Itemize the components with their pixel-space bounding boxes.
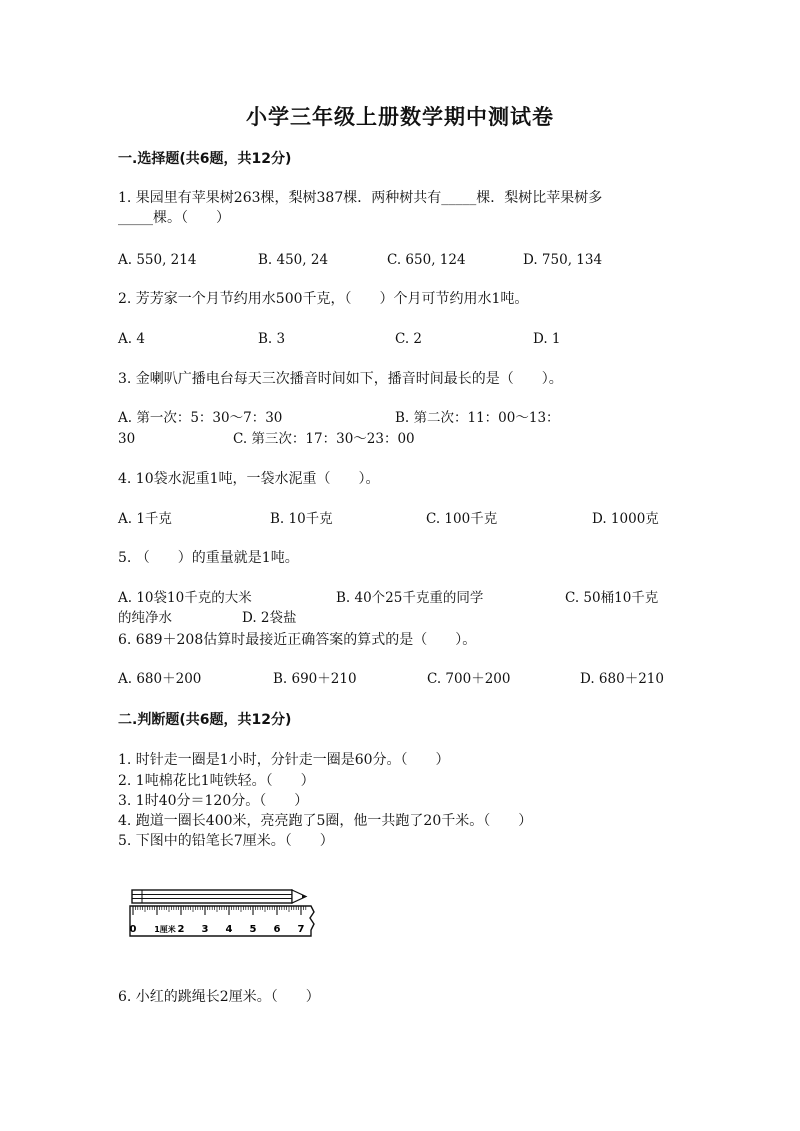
option-1b: B. 450, 24 — [258, 252, 329, 268]
option-6b: B. 690＋210 — [273, 671, 357, 687]
option-3b: B. 第二次：11：00～13： — [395, 410, 560, 426]
judgement-item-3: 3. 1时40分＝120分。（ ） — [118, 793, 309, 809]
option-5a: A. 10袋10千克的大米 — [118, 590, 252, 606]
option-2c: C. 2 — [395, 331, 423, 347]
page-title: 小学三年级上册数学期中测试卷 — [246, 105, 554, 129]
option-3b-cont: 30 — [118, 431, 136, 447]
question-4: 4. 10袋水泥重1吨，一袋水泥重（ ）。 — [118, 471, 380, 487]
judgement-item-4: 4. 跑道一圈长400米，亮亮跑了5圈，他一共跑了20千米。（ ） — [118, 813, 533, 829]
question-1-line-1: 1. 果园里有苹果树263棵，梨树387棵．两种树共有_____棵．梨树比苹果树多 — [118, 190, 603, 206]
ruler-label-6: 6 — [273, 924, 281, 935]
judgement-item-6: 6. 小红的跳绳长2厘米。（ ） — [118, 989, 320, 1005]
ruler-label-2: 2 — [177, 924, 185, 935]
pencil-ruler-figure — [128, 884, 318, 944]
ruler-label-1: 1厘米 — [154, 925, 176, 934]
option-3a: A. 第一次：5：30～7：30 — [118, 410, 283, 426]
question-3: 3. 金喇叭广播电台每天三次播音时间如下，播音时间最长的是（ ）。 — [118, 371, 563, 387]
option-6c: C. 700＋200 — [427, 671, 511, 687]
section-heading-judgement: 二.判断题(共6题，共12分) — [118, 712, 292, 728]
question-6: 6. 689＋208估算时最接近正确答案的算式的是（ ）。 — [118, 632, 477, 648]
option-1a: A. 550, 214 — [118, 252, 197, 268]
ruler-label-7: 7 — [297, 924, 305, 935]
judgement-item-5: 5. 下图中的铅笔长7厘米。（ ） — [118, 833, 334, 849]
judgement-item-2: 2. 1吨棉花比1吨铁轻。（ ） — [118, 773, 315, 789]
option-5b: B. 40个25千克重的同学 — [336, 590, 484, 606]
ruler-label-5: 5 — [249, 924, 257, 935]
pencil-icon — [132, 890, 307, 903]
option-2b: B. 3 — [258, 331, 286, 347]
option-2a: A. 4 — [118, 331, 145, 347]
question-1-line-2: _____棵。（ ） — [118, 210, 230, 226]
option-4d: D. 1000克 — [592, 511, 659, 527]
option-3c: C. 第三次：17：30～23：00 — [233, 431, 415, 447]
option-4c: C. 100千克 — [426, 511, 498, 527]
option-1d: D. 750, 134 — [523, 252, 603, 268]
option-5d: D. 2袋盐 — [242, 610, 297, 626]
question-5: 5. （ ）的重量就是1吨。 — [118, 550, 299, 566]
option-2d: D. 1 — [533, 331, 561, 347]
option-5c: C. 50桶10千克 — [565, 590, 659, 606]
option-6d: D. 680＋210 — [580, 671, 664, 687]
ruler-label-3: 3 — [201, 924, 209, 935]
option-4b: B. 10千克 — [270, 511, 333, 527]
ruler-label-4: 4 — [225, 924, 233, 935]
ruler-label-0: 0 — [129, 924, 137, 935]
question-2: 2. 芳芳家一个月节约用水500千克，（ ）个月可节约用水1吨。 — [118, 291, 529, 307]
option-5c-cont: 的纯净水 — [118, 610, 172, 626]
option-4a: A. 1千克 — [118, 511, 172, 527]
judgement-item-1: 1. 时针走一圈是1小时，分针走一圈是60分。（ ） — [118, 752, 450, 768]
section-heading-choice: 一.选择题(共6题，共12分) — [118, 151, 292, 167]
option-1c: C. 650, 124 — [387, 252, 466, 268]
option-6a: A. 680＋200 — [118, 671, 202, 687]
